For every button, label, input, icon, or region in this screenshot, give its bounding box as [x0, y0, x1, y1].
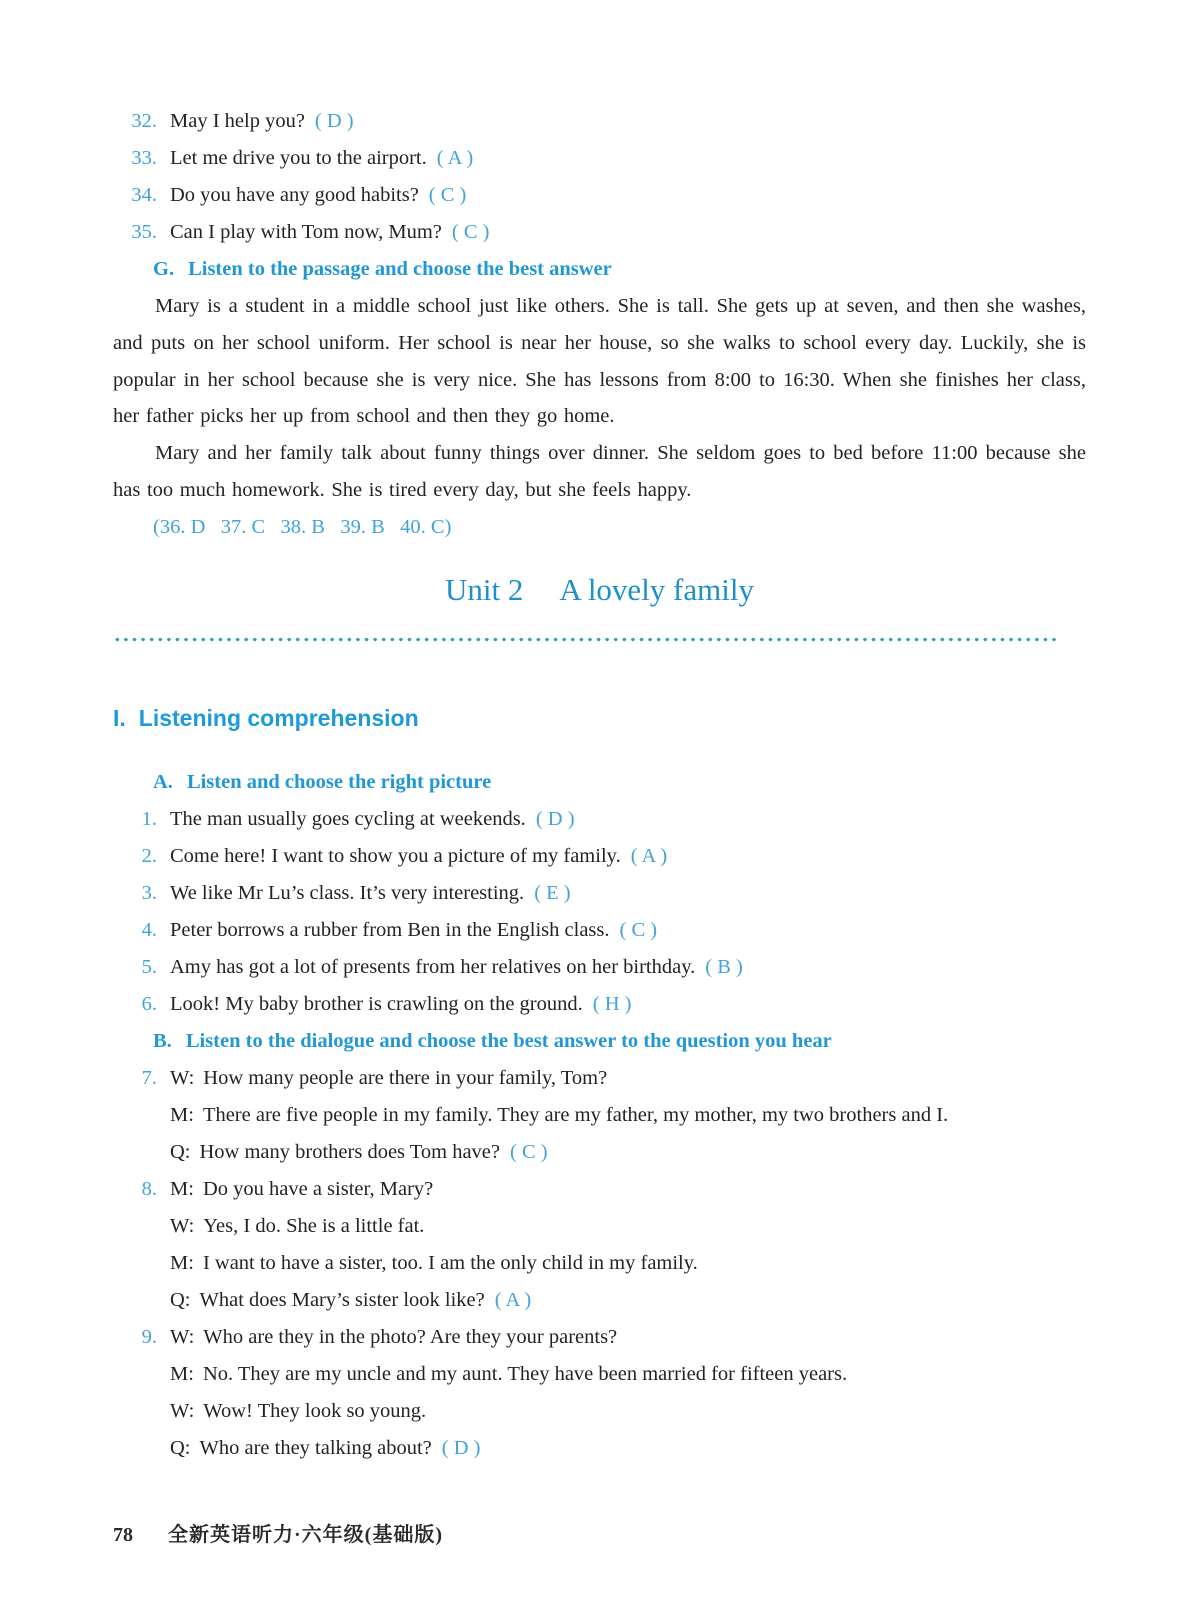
item-number: 9. [141, 1325, 157, 1348]
dialogue-line [113, 1356, 1086, 1393]
dialogue-text: What does Mary’s sister look like? [199, 1288, 485, 1311]
dialogue-line [113, 1282, 1086, 1319]
answer-label: ( H ) [592, 992, 632, 1015]
item-text: The man usually goes cycling at weekends. [170, 807, 526, 830]
answer-label: ( E ) [534, 881, 571, 904]
speaker-label: M: [170, 1251, 194, 1274]
speaker-label: Q: [170, 1140, 191, 1163]
dialogue-text: Yes, I do. She is a little fat. [203, 1214, 425, 1237]
footer-book-title: 全新英语听力·六年级(基础版) [168, 1524, 443, 1546]
section-1-heading [113, 703, 1086, 733]
item-number: 4. [141, 918, 157, 941]
speaker-label: M: [170, 1362, 194, 1385]
question-item [113, 912, 1086, 949]
dialogue-text: I want to have a sister, too. I am the only child in my family. [202, 1251, 698, 1274]
question-item [113, 949, 1086, 986]
dialogue-line [113, 1245, 1086, 1282]
dialogue-text: Do you have a sister, Mary? [202, 1177, 434, 1200]
question-item [113, 214, 1086, 251]
dialogue-line [113, 1097, 1086, 1134]
answer-label: ( D ) [314, 110, 354, 132]
dialogue-line [113, 1171, 1086, 1208]
question-item [113, 177, 1086, 214]
section-title: Listen to the dialogue and choose the best answer to the question you hear [185, 1029, 832, 1052]
speaker-label: Q: [170, 1288, 191, 1311]
item-number: 35. [131, 221, 157, 243]
dialogue-line [113, 1393, 1086, 1430]
dialogue-text: Who are they talking about? [199, 1436, 432, 1459]
item-text: Look! My baby brother is crawling on the ground. [170, 992, 583, 1015]
dialogue-line [113, 1060, 1086, 1097]
answer-label: ( D ) [441, 1436, 481, 1459]
question-item [113, 875, 1086, 912]
item-text: Do you have any good habits? [170, 184, 419, 206]
item-number: 2. [141, 844, 157, 867]
dialogue-text: Who are they in the photo? Are they your parents? [203, 1325, 618, 1348]
dialogue-text: How many people are there in your family, Tom? [203, 1066, 608, 1089]
section-title: Listen to the passage and choose the best answer [188, 258, 612, 280]
item-text: We like Mr Lu’s class. It’s very interesting. [170, 881, 525, 904]
page-footer [113, 1518, 443, 1547]
part-b-heading [113, 1023, 1086, 1060]
item-number: 32. [131, 110, 157, 132]
item-number: 6. [141, 992, 157, 1015]
section-label: B. [153, 1029, 172, 1052]
section-title: Listen and choose the right picture [186, 770, 492, 793]
speaker-label: W: [170, 1325, 195, 1348]
dialogue-line [113, 1134, 1086, 1171]
answer-label: ( A ) [494, 1288, 532, 1311]
item-text: Peter borrows a rubber from Ben in the English class. [170, 918, 610, 941]
speaker-label: W: [170, 1066, 195, 1089]
item-number: 34. [131, 184, 157, 206]
section-label: A. [153, 770, 173, 793]
speaker-label: W: [170, 1399, 195, 1422]
item-number: 5. [141, 955, 157, 978]
dialogue-text: No. They are my uncle and my aunt. They have been married for fifteen years. [202, 1362, 848, 1385]
item-number: 3. [141, 881, 157, 904]
footer-page-number: 78 [113, 1524, 133, 1546]
item-number: 33. [131, 147, 157, 169]
item-number: 8. [141, 1177, 157, 1200]
item-text: Amy has got a lot of presents from her relatives on her birthday. [170, 955, 696, 978]
dialogue-text: How many brothers does Tom have? [199, 1140, 500, 1163]
answers-line: (36. D 37. C 38. B 39. B 40. C) [153, 515, 452, 538]
question-item [113, 801, 1086, 838]
item-text: Can I play with Tom now, Mum? [170, 221, 442, 243]
dialogue-line [113, 1319, 1086, 1356]
dialogue-text: Wow! They look so young. [203, 1399, 427, 1422]
answer-label: ( B ) [705, 955, 743, 978]
dotted-divider [113, 637, 1057, 642]
section-title: Listening comprehension [138, 704, 419, 731]
question-item [113, 986, 1086, 1023]
item-text: May I help you? [170, 110, 305, 132]
unit-title [113, 570, 1086, 610]
answer-label: ( C ) [619, 918, 658, 941]
speaker-label: M: [170, 1177, 194, 1200]
item-number: 1. [141, 807, 157, 830]
question-item [113, 140, 1086, 177]
answer-label: ( C ) [451, 221, 490, 243]
question-item [113, 838, 1086, 875]
answer-label: ( D ) [535, 807, 575, 830]
answer-label: ( C ) [510, 1140, 548, 1163]
answer-label: ( A ) [630, 844, 668, 867]
item-text: Let me drive you to the airport. [170, 147, 427, 169]
question-item [113, 103, 1086, 140]
passage-paragraph: Mary and her family talk about funny things over dinner. She seldom goes to bed before 11:00 because she has too much homework. She is tired every day, but she feels happy. [113, 442, 1086, 501]
unit-name: A lovely family [559, 571, 754, 607]
section-label: G. [153, 258, 175, 280]
part-a-heading [113, 764, 1086, 801]
section-label: I. [113, 704, 126, 731]
answer-label: ( C ) [428, 184, 467, 206]
speaker-label: Q: [170, 1436, 191, 1459]
passage-paragraph: Mary is a student in a middle school just like others. She is tall. She gets up at seven, and then she washes, and puts on her school uniform. Her school is near her house, so she walks to school every day. Luckily, she is popular in her school because she is very nice. She has lessons from 8:00 to 16:30. When she finishes her class, her father picks her up from school and then they go home. [113, 295, 1086, 428]
dialogue-line [113, 1208, 1086, 1245]
answer-label: ( A ) [436, 147, 474, 169]
unit-number: Unit 2 [445, 571, 524, 607]
section-g-heading [113, 251, 1086, 288]
dialogue-text: There are five people in my family. They are my father, my mother, my two brothers and I. [202, 1103, 949, 1126]
speaker-label: M: [170, 1103, 194, 1126]
speaker-label: W: [170, 1214, 195, 1237]
dialogue-line [113, 1430, 1086, 1467]
item-text: Come here! I want to show you a picture of my family. [170, 844, 621, 867]
item-number: 7. [141, 1066, 157, 1089]
